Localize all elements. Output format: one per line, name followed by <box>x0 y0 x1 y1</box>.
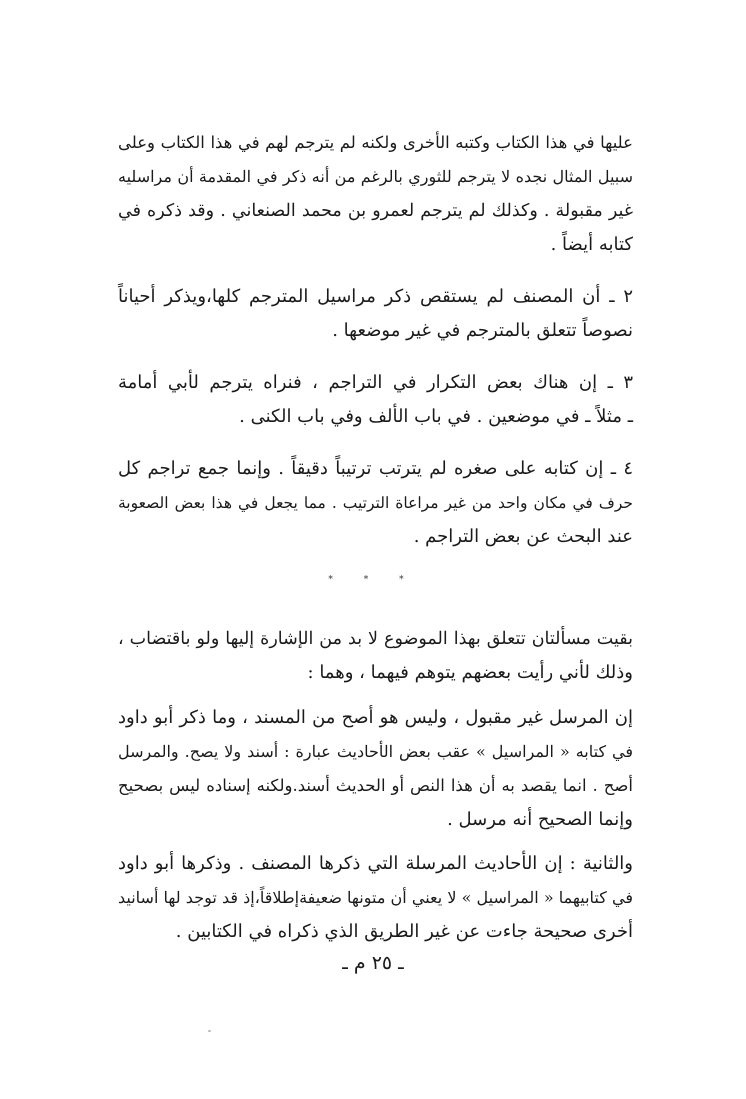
text-line: وإنما الصحيح أنه مرسل . <box>447 809 633 830</box>
paragraph-first-issue <box>118 701 633 837</box>
text-line: أخرى صحيحة جاءت عن غير الطريق الذي ذكراه في الكتابين . <box>175 921 633 942</box>
text-line: بقيت مسألتان تتعلق بهذا الموضوع لا بد من الإشارة إليها ولو باقتضاب ، <box>118 629 633 649</box>
text-line: عند البحث عن بعض التراجم . <box>413 526 633 547</box>
text-line: نصوصاً تتعلق بالمترجم في غير موضعها . <box>332 320 633 341</box>
paragraph-two-issues <box>118 622 633 690</box>
text-line: أصح . انما يقصد به أن هذا النص أو الحديث أسند.ولكنه إسناده ليس بصحيح <box>118 776 633 795</box>
text-line: في كتابه « المراسيل » عقب بعض الأحاديث عبارة : أسند ولا يصح. والمرسل <box>118 742 633 761</box>
text-line: غير مقبولة . وكذلك لم يترجم لعمرو بن محمد الصنعاني . وقد ذكره في <box>118 201 633 221</box>
text-line: والثانية : إن الأحاديث المرسلة التي ذكرها المصنف . وذكرها أبو داود <box>118 853 633 874</box>
paragraph-point-2 <box>118 280 633 348</box>
text-line: إن المرسل غير مقبول ، وليس هو أصح من المسند ، وما ذكر أبو داود <box>118 707 633 728</box>
text-line: ٣ ـ إن هناك بعض التكرار في التراجم ، فنراه يترجم لأبي أمامة <box>118 372 633 393</box>
paragraph-point-4 <box>118 452 633 554</box>
text-line: ٢ ـ أن المصنف لم يستقص ذكر مراسيل المترجم كلها،ويذكر أحياناً <box>118 286 633 307</box>
text-line: كتابه أيضاً . <box>550 234 633 255</box>
paragraph-intro-continuation <box>118 126 633 262</box>
text-line: سبيل المثال نجده لا يترجم للثوري بالرغم من أنه ذكر في المقدمة أن مراسليه <box>118 167 634 186</box>
text-line: حرف في مكان واحد من غير مراعاة الترتيب . مما يجعل في هذا بعض الصعوبة <box>118 494 633 512</box>
text-line: في كتابيهما « المراسيل » لا يعني أن متونها ضعيفةإطلاقاً،إذ قد توجد لها أسانيد <box>118 888 633 907</box>
paragraph-second-issue <box>118 847 633 949</box>
section-separator: * * * <box>328 575 418 585</box>
scan-speck <box>208 1030 211 1032</box>
text-line: ٤ ـ إن كتابه على صغره لم يترتب ترتيباً دقيقاً . وإنما جمع تراجم كل <box>118 458 633 479</box>
text-line: وذلك لأني رأيت بعضهم يتوهم فيهما ، وهما : <box>307 662 633 683</box>
text-line: ـ مثلاً ـ في موضعين . في باب الألف وفي باب الكنى . <box>239 406 633 427</box>
page-number: ـ ٢٥ م ـ <box>342 952 404 974</box>
text-line: عليها في هذا الكتاب وكتبه الأخرى ولكنه لم يترجم لهم في هذا الكتاب وعلى <box>118 133 633 152</box>
paragraph-point-3 <box>118 366 633 434</box>
